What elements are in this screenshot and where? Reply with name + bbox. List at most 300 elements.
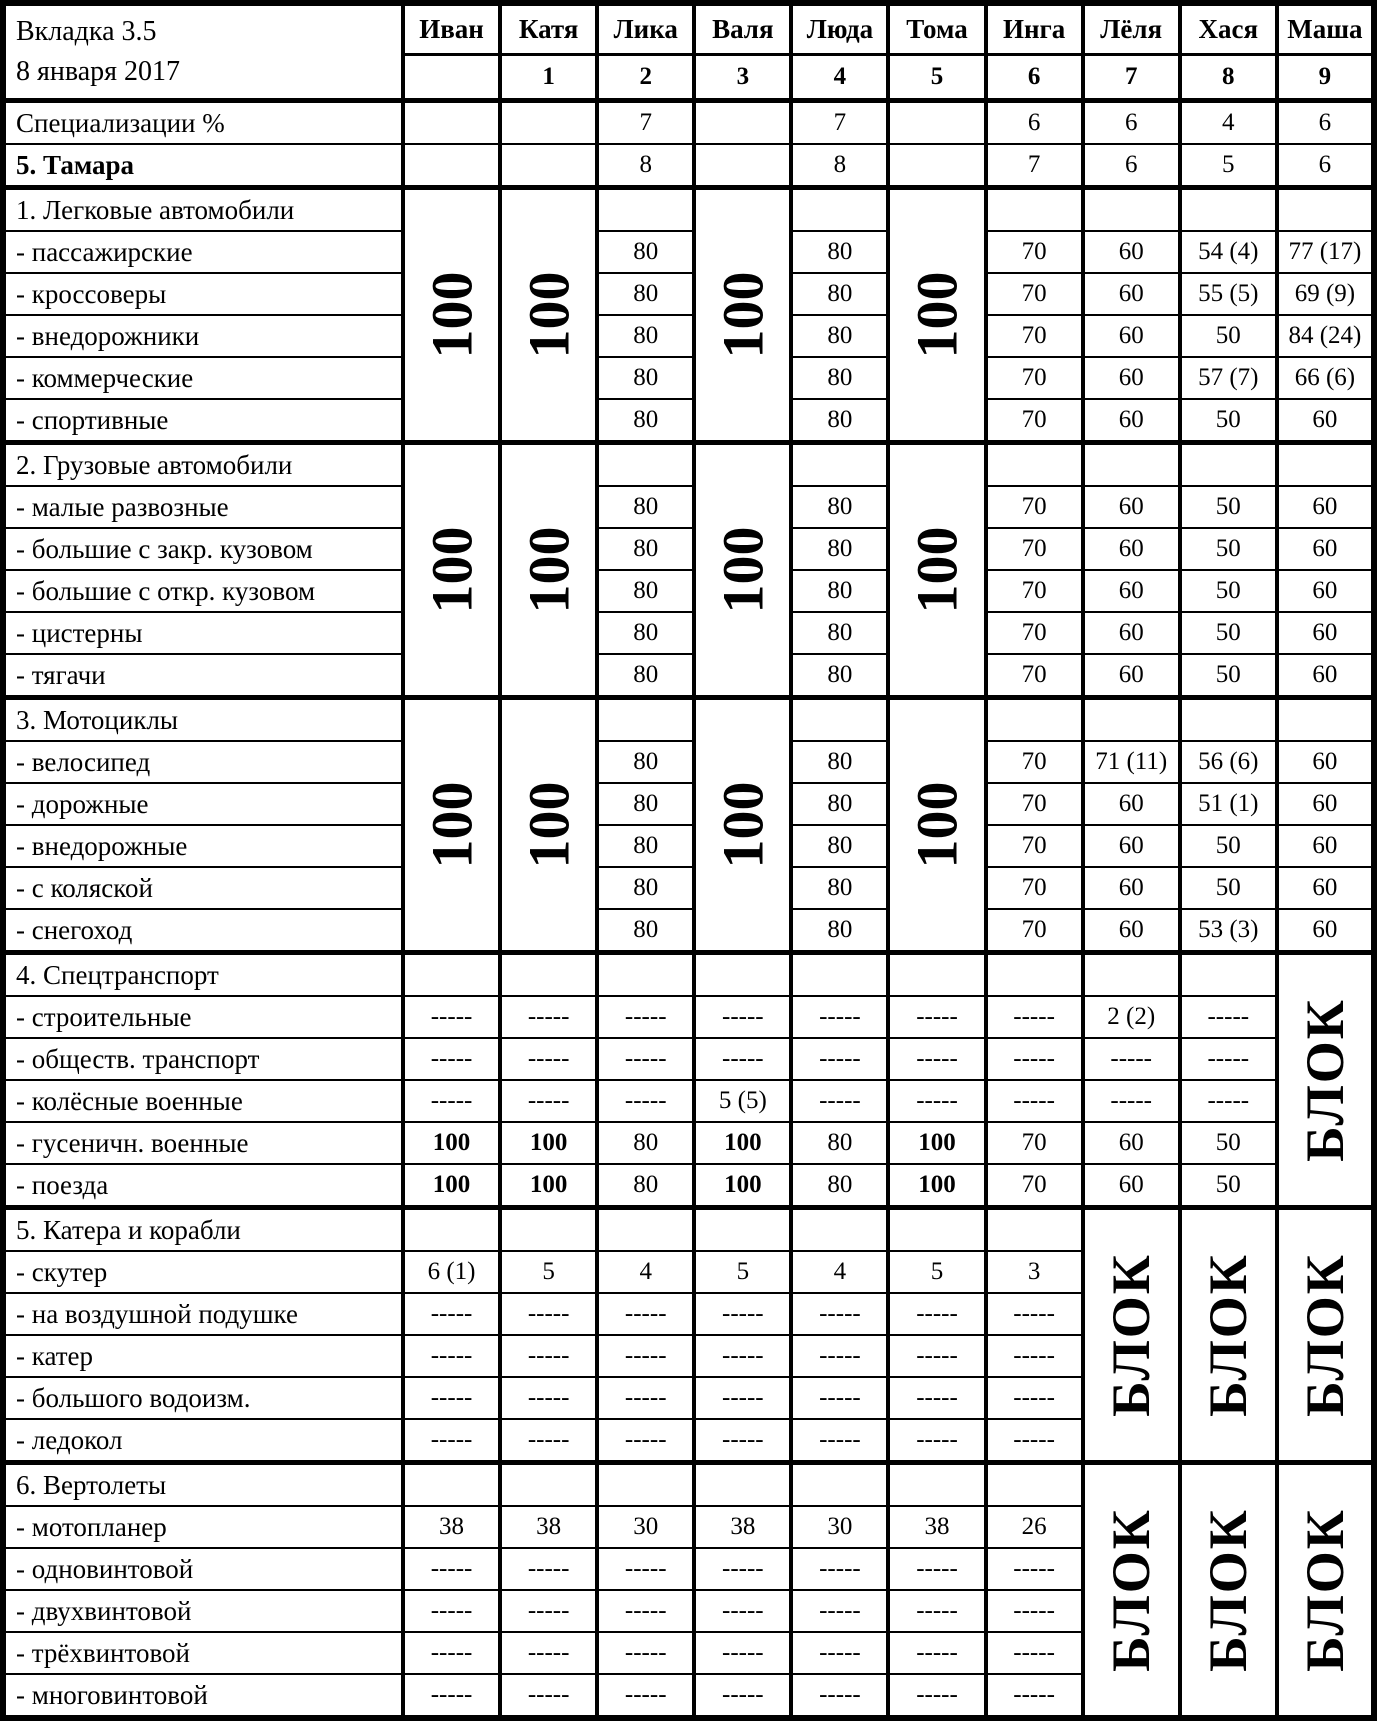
- value-cell: -----: [791, 1590, 888, 1632]
- value-cell: -----: [694, 1590, 791, 1632]
- merged-blok-cell: [1083, 1463, 1180, 1719]
- row-label: - цистерны: [3, 612, 403, 654]
- empty-cell: [1180, 443, 1277, 487]
- value-cell: -----: [694, 1419, 791, 1463]
- summary-value: [694, 101, 791, 145]
- summary-value: 4: [1180, 101, 1277, 145]
- value-cell: 80: [597, 357, 694, 399]
- summary-value: [888, 144, 985, 188]
- value-cell: -----: [403, 1293, 500, 1335]
- value-cell: 60: [1083, 825, 1180, 867]
- value-cell: 51 (1): [1180, 783, 1277, 825]
- value-cell: 70: [986, 612, 1083, 654]
- value-cell: -----: [986, 1335, 1083, 1377]
- value-cell: 57 (7): [1180, 357, 1277, 399]
- empty-cell: [986, 1208, 1083, 1252]
- vertical-blok-text: БЛОК: [1294, 1253, 1355, 1417]
- value-cell: 69 (9): [1277, 273, 1374, 315]
- summary-value: 6: [1277, 101, 1374, 145]
- value-cell: 6 (1): [403, 1251, 500, 1293]
- summary-row-label: 5. Тамара: [3, 144, 403, 188]
- merged-blok-cell: [1277, 953, 1374, 1208]
- value-cell: 80: [597, 231, 694, 273]
- value-cell: 80: [791, 867, 888, 909]
- person-number: [403, 54, 500, 100]
- value-cell: 50: [1180, 825, 1277, 867]
- value-cell: 60: [1083, 357, 1180, 399]
- summary-row-label: Специализации %: [3, 101, 403, 145]
- row-label: - одновинтовой: [3, 1548, 403, 1590]
- value-cell: -----: [694, 1377, 791, 1419]
- value-cell: -----: [403, 1590, 500, 1632]
- merged-100-cell: [500, 698, 597, 953]
- value-cell: -----: [403, 1419, 500, 1463]
- value-cell: 80: [791, 399, 888, 443]
- value-cell: 50: [1180, 1164, 1277, 1208]
- value-cell: 60: [1083, 867, 1180, 909]
- summary-value: [403, 101, 500, 145]
- person-name: Инга: [986, 3, 1083, 54]
- value-cell: -----: [597, 1293, 694, 1335]
- empty-cell: [1180, 698, 1277, 742]
- value-cell: 30: [597, 1506, 694, 1548]
- value-cell: 80: [597, 570, 694, 612]
- value-cell: 70: [986, 825, 1083, 867]
- empty-cell: [1083, 443, 1180, 487]
- value-cell: 38: [500, 1506, 597, 1548]
- value-cell: 60: [1277, 909, 1374, 953]
- value-cell: 70: [986, 654, 1083, 698]
- value-cell: -----: [597, 1419, 694, 1463]
- merged-100-cell: [403, 698, 500, 953]
- value-cell: -----: [791, 996, 888, 1038]
- person-name: Катя: [500, 3, 597, 54]
- vertical-100-text: 100: [710, 526, 776, 614]
- summary-value: 8: [791, 144, 888, 188]
- value-cell: -----: [694, 1335, 791, 1377]
- value-cell: 80: [597, 399, 694, 443]
- value-cell: 100: [403, 1164, 500, 1208]
- section-title: 6. Вертолеты: [3, 1463, 403, 1507]
- row-label: - на воздушной подушке: [3, 1293, 403, 1335]
- person-number: 4: [791, 54, 888, 100]
- empty-cell: [1180, 953, 1277, 997]
- value-cell: 60: [1083, 486, 1180, 528]
- value-cell: 100: [694, 1122, 791, 1164]
- value-cell: 60: [1083, 783, 1180, 825]
- value-cell: 60: [1083, 1122, 1180, 1164]
- value-cell: -----: [986, 1038, 1083, 1080]
- row-label: - малые развозные: [3, 486, 403, 528]
- value-cell: 80: [791, 783, 888, 825]
- value-cell: 77 (17): [1277, 231, 1374, 273]
- row-label: - многовинтовой: [3, 1674, 403, 1718]
- row-label: - скутер: [3, 1251, 403, 1293]
- empty-cell: [1083, 188, 1180, 232]
- value-cell: -----: [888, 1377, 985, 1419]
- value-cell: 50: [1180, 654, 1277, 698]
- value-cell: 60: [1083, 528, 1180, 570]
- merged-100-cell: [888, 698, 985, 953]
- summary-value: 7: [597, 101, 694, 145]
- merged-blok-cell: [1180, 1463, 1277, 1719]
- value-cell: -----: [791, 1293, 888, 1335]
- vertical-100-text: 100: [710, 781, 776, 869]
- vertical-100-text: 100: [904, 271, 970, 359]
- value-cell: 80: [597, 612, 694, 654]
- value-cell: -----: [597, 1632, 694, 1674]
- value-cell: 30: [791, 1506, 888, 1548]
- value-cell: 60: [1083, 273, 1180, 315]
- value-cell: 71 (11): [1083, 741, 1180, 783]
- empty-cell: [986, 698, 1083, 742]
- row-label: - коммерческие: [3, 357, 403, 399]
- vertical-100-text: 100: [710, 271, 776, 359]
- value-cell: 80: [597, 867, 694, 909]
- value-cell: -----: [694, 1038, 791, 1080]
- merged-100-cell: [888, 443, 985, 698]
- empty-cell: [597, 443, 694, 487]
- value-cell: 56 (6): [1180, 741, 1277, 783]
- value-cell: 5: [888, 1251, 985, 1293]
- value-cell: -----: [986, 1548, 1083, 1590]
- value-cell: 50: [1180, 528, 1277, 570]
- person-name: Лика: [597, 3, 694, 54]
- value-cell: -----: [888, 1419, 985, 1463]
- empty-cell: [1277, 698, 1374, 742]
- value-cell: 70: [986, 783, 1083, 825]
- row-label: - дорожные: [3, 783, 403, 825]
- person-number: 2: [597, 54, 694, 100]
- value-cell: 80: [597, 783, 694, 825]
- value-cell: -----: [597, 1335, 694, 1377]
- value-cell: 70: [986, 909, 1083, 953]
- value-cell: 80: [791, 1164, 888, 1208]
- value-cell: 5 (5): [694, 1080, 791, 1122]
- value-cell: -----: [597, 996, 694, 1038]
- value-cell: 80: [597, 528, 694, 570]
- row-label: - с коляской: [3, 867, 403, 909]
- value-cell: 70: [986, 1122, 1083, 1164]
- vertical-100-text: 100: [419, 781, 485, 869]
- vertical-100-text: 100: [904, 781, 970, 869]
- value-cell: 70: [986, 741, 1083, 783]
- value-cell: 80: [597, 825, 694, 867]
- value-cell: 80: [791, 654, 888, 698]
- vertical-blok-text: БЛОК: [1198, 1508, 1259, 1672]
- merged-100-cell: [403, 443, 500, 698]
- value-cell: -----: [694, 1548, 791, 1590]
- section-title: 4. Спецтранспорт: [3, 953, 403, 997]
- value-cell: 80: [791, 825, 888, 867]
- value-cell: -----: [986, 1632, 1083, 1674]
- value-cell: -----: [694, 996, 791, 1038]
- empty-cell: [597, 953, 694, 997]
- row-label: - трёхвинтовой: [3, 1632, 403, 1674]
- value-cell: 80: [791, 357, 888, 399]
- value-cell: 60: [1277, 741, 1374, 783]
- summary-value: [500, 101, 597, 145]
- value-cell: -----: [500, 1674, 597, 1718]
- value-cell: 80: [791, 486, 888, 528]
- value-cell: 100: [888, 1164, 985, 1208]
- value-cell: 80: [791, 528, 888, 570]
- person-number: 6: [986, 54, 1083, 100]
- merged-100-cell: [403, 188, 500, 443]
- value-cell: -----: [500, 1377, 597, 1419]
- vertical-100-text: 100: [904, 526, 970, 614]
- value-cell: 80: [791, 909, 888, 953]
- empty-cell: [500, 953, 597, 997]
- row-label: - кроссоверы: [3, 273, 403, 315]
- value-cell: 80: [791, 570, 888, 612]
- summary-value: 8: [597, 144, 694, 188]
- row-label: - поезда: [3, 1164, 403, 1208]
- value-cell: -----: [403, 1632, 500, 1674]
- value-cell: 50: [1180, 612, 1277, 654]
- vertical-blok-text: БЛОК: [1101, 1253, 1162, 1417]
- value-cell: 80: [791, 315, 888, 357]
- value-cell: -----: [694, 1674, 791, 1718]
- value-cell: 60: [1083, 570, 1180, 612]
- value-cell: -----: [597, 1674, 694, 1718]
- value-cell: 80: [597, 741, 694, 783]
- person-number: 1: [500, 54, 597, 100]
- row-label: - внедорожники: [3, 315, 403, 357]
- value-cell: 60: [1277, 399, 1374, 443]
- row-label: - тягачи: [3, 654, 403, 698]
- value-cell: -----: [694, 1632, 791, 1674]
- merged-100-cell: [500, 188, 597, 443]
- value-cell: 60: [1083, 612, 1180, 654]
- value-cell: 2 (2): [1083, 996, 1180, 1038]
- summary-value: 6: [1277, 144, 1374, 188]
- merged-blok-cell: [1180, 1208, 1277, 1463]
- summary-value: 7: [791, 101, 888, 145]
- empty-cell: [791, 1463, 888, 1507]
- person-number: 5: [888, 54, 985, 100]
- row-label: - катер: [3, 1335, 403, 1377]
- vertical-blok-text: БЛОК: [1294, 1508, 1355, 1672]
- vertical-100-text: 100: [516, 526, 582, 614]
- empty-cell: [791, 188, 888, 232]
- value-cell: 100: [694, 1164, 791, 1208]
- value-cell: -----: [500, 1632, 597, 1674]
- value-cell: -----: [500, 1080, 597, 1122]
- row-label: - ледокол: [3, 1419, 403, 1463]
- value-cell: -----: [791, 1548, 888, 1590]
- empty-cell: [888, 953, 985, 997]
- sheet-title: Вкладка 3.5: [16, 16, 157, 47]
- empty-cell: [597, 1208, 694, 1252]
- value-cell: 38: [694, 1506, 791, 1548]
- merged-blok-cell: [1083, 1208, 1180, 1463]
- person-number: 8: [1180, 54, 1277, 100]
- value-cell: 60: [1083, 909, 1180, 953]
- value-cell: -----: [986, 1080, 1083, 1122]
- empty-cell: [500, 1208, 597, 1252]
- value-cell: -----: [888, 1590, 985, 1632]
- value-cell: 60: [1083, 1164, 1180, 1208]
- empty-cell: [791, 1208, 888, 1252]
- value-cell: 70: [986, 867, 1083, 909]
- row-label: - большие с откр. кузовом: [3, 570, 403, 612]
- empty-cell: [1277, 188, 1374, 232]
- empty-cell: [986, 953, 1083, 997]
- value-cell: 50: [1180, 486, 1277, 528]
- value-cell: 60: [1083, 231, 1180, 273]
- value-cell: -----: [403, 1038, 500, 1080]
- value-cell: 70: [986, 1164, 1083, 1208]
- value-cell: -----: [500, 1038, 597, 1080]
- value-cell: 100: [403, 1122, 500, 1164]
- value-cell: -----: [791, 1674, 888, 1718]
- value-cell: 60: [1083, 654, 1180, 698]
- empty-cell: [888, 1463, 985, 1507]
- value-cell: 50: [1180, 315, 1277, 357]
- person-name: Валя: [694, 3, 791, 54]
- value-cell: -----: [694, 1293, 791, 1335]
- value-cell: 100: [500, 1122, 597, 1164]
- value-cell: 60: [1277, 783, 1374, 825]
- empty-cell: [1083, 953, 1180, 997]
- merged-100-cell: [500, 443, 597, 698]
- summary-value: [500, 144, 597, 188]
- value-cell: 3: [986, 1251, 1083, 1293]
- value-cell: 50: [1180, 1122, 1277, 1164]
- value-cell: -----: [791, 1038, 888, 1080]
- empty-cell: [986, 443, 1083, 487]
- merged-blok-cell: [1277, 1463, 1374, 1719]
- section-title: 1. Легковые автомобили: [3, 188, 403, 232]
- empty-cell: [1277, 443, 1374, 487]
- row-label: - снегоход: [3, 909, 403, 953]
- merged-100-cell: [694, 443, 791, 698]
- value-cell: 50: [1180, 867, 1277, 909]
- value-cell: 70: [986, 528, 1083, 570]
- summary-value: 6: [1083, 144, 1180, 188]
- value-cell: -----: [791, 1335, 888, 1377]
- value-cell: -----: [888, 996, 985, 1038]
- empty-cell: [403, 1208, 500, 1252]
- value-cell: 80: [597, 909, 694, 953]
- empty-cell: [597, 698, 694, 742]
- value-cell: -----: [986, 1590, 1083, 1632]
- value-cell: 70: [986, 273, 1083, 315]
- value-cell: 80: [791, 1122, 888, 1164]
- value-cell: 60: [1277, 528, 1374, 570]
- value-cell: 60: [1277, 867, 1374, 909]
- empty-cell: [694, 1208, 791, 1252]
- value-cell: -----: [1083, 1080, 1180, 1122]
- value-cell: -----: [403, 1674, 500, 1718]
- person-name: Лёля: [1083, 3, 1180, 54]
- merged-100-cell: [694, 188, 791, 443]
- person-name: Хася: [1180, 3, 1277, 54]
- summary-value: 6: [986, 101, 1083, 145]
- person-number: 3: [694, 54, 791, 100]
- value-cell: 80: [791, 273, 888, 315]
- value-cell: -----: [597, 1377, 694, 1419]
- value-cell: -----: [986, 1419, 1083, 1463]
- value-cell: 60: [1277, 825, 1374, 867]
- row-label: - внедорожные: [3, 825, 403, 867]
- summary-value: 6: [1083, 101, 1180, 145]
- row-label: - пассажирские: [3, 231, 403, 273]
- row-label: - колёсные военные: [3, 1080, 403, 1122]
- summary-value: [888, 101, 985, 145]
- summary-value: 5: [1180, 144, 1277, 188]
- value-cell: -----: [1083, 1038, 1180, 1080]
- value-cell: -----: [597, 1080, 694, 1122]
- value-cell: 84 (24): [1277, 315, 1374, 357]
- person-number: 9: [1277, 54, 1374, 100]
- value-cell: 70: [986, 231, 1083, 273]
- value-cell: 5: [500, 1251, 597, 1293]
- value-cell: 4: [791, 1251, 888, 1293]
- value-cell: -----: [403, 996, 500, 1038]
- row-label: - большие с закр. кузовом: [3, 528, 403, 570]
- summary-value: [694, 144, 791, 188]
- value-cell: -----: [888, 1548, 985, 1590]
- value-cell: 26: [986, 1506, 1083, 1548]
- sheet-title-cell: [3, 3, 403, 101]
- value-cell: -----: [597, 1038, 694, 1080]
- value-cell: -----: [986, 996, 1083, 1038]
- value-cell: 60: [1083, 399, 1180, 443]
- value-cell: -----: [403, 1335, 500, 1377]
- value-cell: 38: [888, 1506, 985, 1548]
- value-cell: 70: [986, 399, 1083, 443]
- vertical-100-text: 100: [516, 271, 582, 359]
- value-cell: 66 (6): [1277, 357, 1374, 399]
- value-cell: -----: [500, 1548, 597, 1590]
- value-cell: 54 (4): [1180, 231, 1277, 273]
- value-cell: 100: [500, 1164, 597, 1208]
- empty-cell: [791, 953, 888, 997]
- value-cell: 60: [1277, 570, 1374, 612]
- value-cell: -----: [500, 1335, 597, 1377]
- value-cell: -----: [791, 1632, 888, 1674]
- value-cell: -----: [888, 1038, 985, 1080]
- value-cell: -----: [1180, 1038, 1277, 1080]
- value-cell: 70: [986, 315, 1083, 357]
- row-label: - велосипед: [3, 741, 403, 783]
- row-label: - мотопланер: [3, 1506, 403, 1548]
- value-cell: 80: [791, 231, 888, 273]
- value-cell: -----: [888, 1293, 985, 1335]
- person-name: Иван: [403, 3, 500, 54]
- value-cell: -----: [1180, 1080, 1277, 1122]
- value-cell: -----: [888, 1080, 985, 1122]
- value-cell: 60: [1277, 612, 1374, 654]
- value-cell: 60: [1277, 486, 1374, 528]
- value-cell: -----: [888, 1674, 985, 1718]
- value-cell: -----: [403, 1377, 500, 1419]
- value-cell: 50: [1180, 570, 1277, 612]
- value-cell: -----: [500, 996, 597, 1038]
- vertical-100-text: 100: [516, 781, 582, 869]
- value-cell: -----: [1180, 996, 1277, 1038]
- empty-cell: [597, 188, 694, 232]
- merged-blok-cell: [1277, 1208, 1374, 1463]
- vertical-blok-text: БЛОК: [1294, 998, 1355, 1162]
- value-cell: -----: [986, 1293, 1083, 1335]
- value-cell: -----: [597, 1548, 694, 1590]
- row-label: - двухвинтовой: [3, 1590, 403, 1632]
- value-cell: 80: [791, 612, 888, 654]
- value-cell: -----: [500, 1419, 597, 1463]
